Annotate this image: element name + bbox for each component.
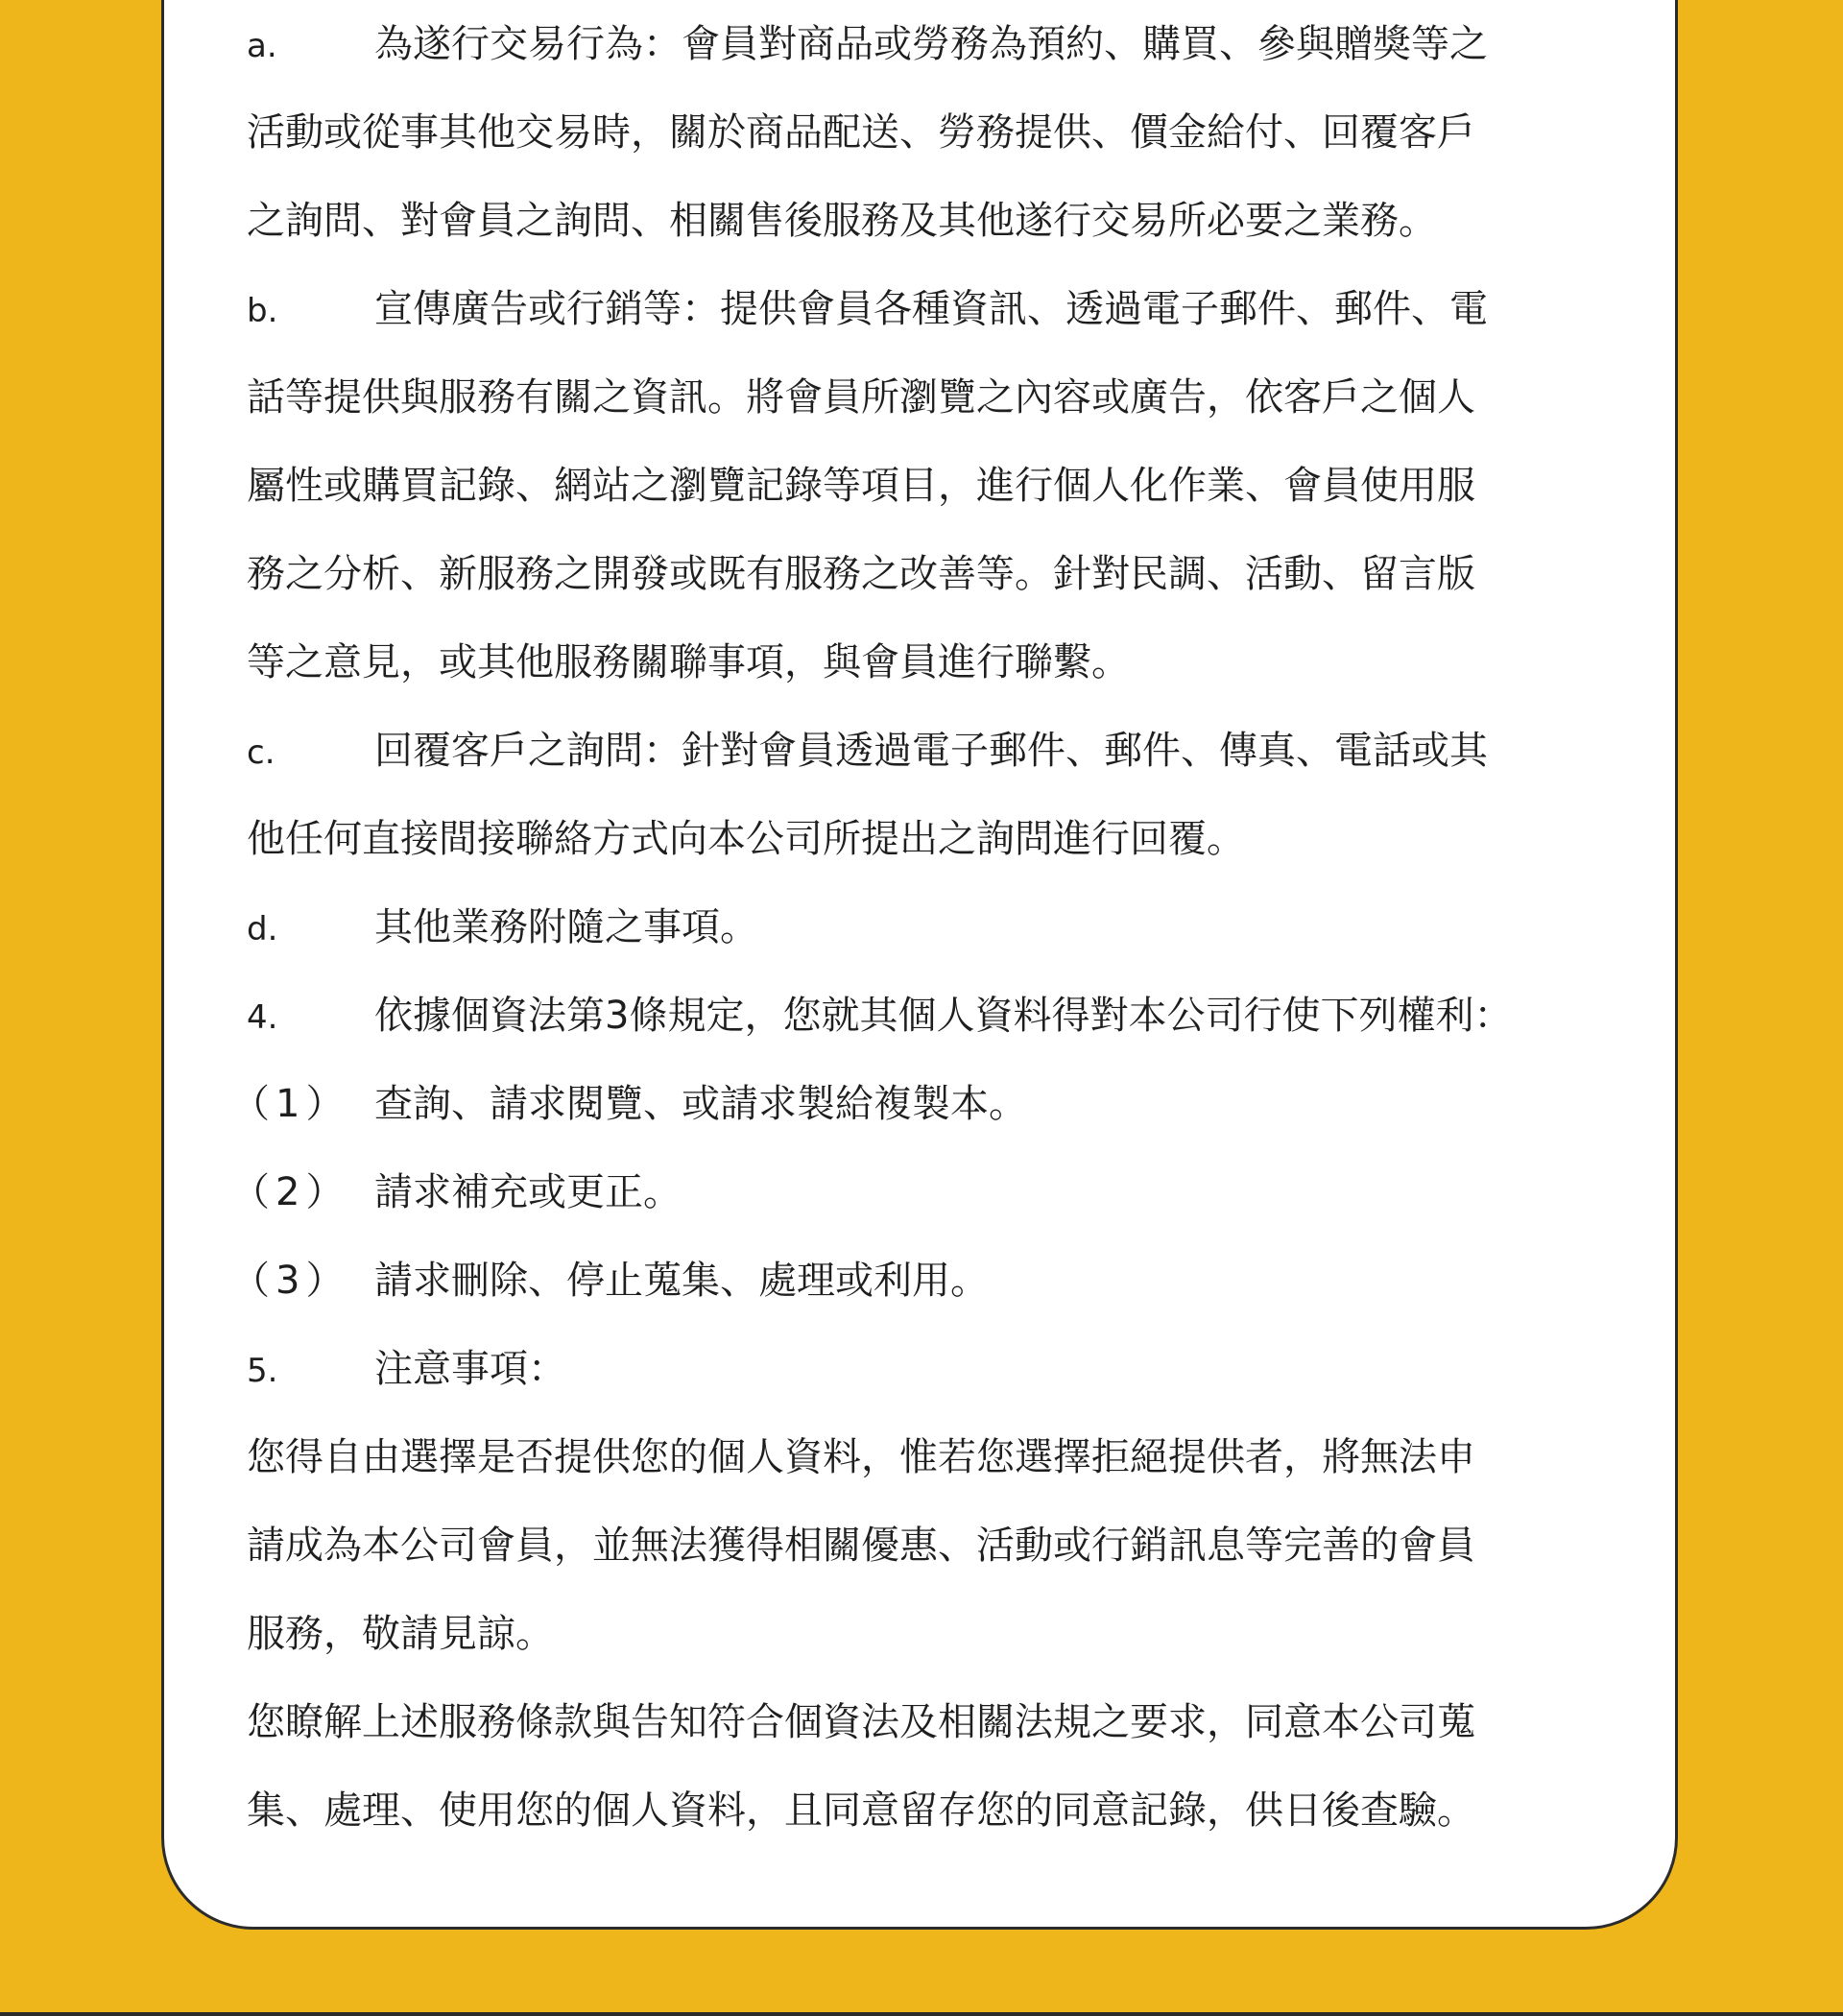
item-text: 其他業務附隨之事項。 [374, 905, 758, 949]
item-b-line-1 [247, 265, 1591, 353]
right-2-line [231, 1148, 1591, 1236]
item-marker: a. [247, 27, 277, 65]
terms-content [231, 0, 1591, 1855]
item-marker: 4. [247, 998, 278, 1037]
paragraph-2-line-1: 您瞭解上述服務條款與告知符合個資法及相關法規之要求，同意本公司蒐 [247, 1700, 1475, 1744]
item-marker: 5. [247, 1352, 278, 1390]
item-text: 為遂行交易行為：會員對商品或勞務為預約、購買、參與贈獎等之 [374, 22, 1488, 66]
item-marker: c. [247, 733, 275, 772]
bottom-divider [0, 2012, 1843, 2016]
item-a-line-1 [247, 0, 1591, 88]
item-d-line-1 [247, 883, 1591, 972]
paragraph-2-line-2: 集、處理、使用您的個人資料，且同意留存您的同意記錄，供日後查驗。 [247, 1788, 1475, 1833]
item-b-line-2: 話等提供與服務有關之資訊。將會員所瀏覽之內容或廣告，依客戶之個人 [247, 375, 1475, 420]
item-c-line-2: 他任何直接間接聯絡方式向本公司所提出之詢問進行回覆。 [247, 817, 1245, 861]
paragraph-1-line-2: 請成為本公司會員，並無法獲得相關優惠、活動或行銷訊息等完善的會員 [247, 1524, 1475, 1568]
item-b-line-4: 務之分析、新服務之開發或既有服務之改善等。針對民調、活動、留言版 [247, 552, 1475, 596]
item-text: 依據個資法第3條規定，您就其個人資料得對本公司行使下列權利： [374, 994, 1513, 1038]
item-marker: （1） [231, 1082, 350, 1126]
item-text: 請求刪除、停止蒐集、處理或利用。 [374, 1259, 989, 1303]
item-marker: （2） [231, 1170, 350, 1214]
item-5-line-1 [247, 1325, 1591, 1413]
item-marker: （3） [231, 1259, 350, 1303]
item-c-line-1 [247, 707, 1591, 795]
item-marker: d. [247, 910, 278, 948]
right-1-line [231, 1060, 1591, 1148]
item-b-line-5: 等之意見，或其他服務關聯事項，與會員進行聯繫。 [247, 640, 1130, 684]
paragraph-1-line-3: 服務，敬請見諒。 [247, 1612, 554, 1656]
paragraph-1-line-1: 您得自由選擇是否提供您的個人資料，惟若您選擇拒絕提供者，將無法申 [247, 1435, 1475, 1479]
item-a-line-3: 之詢問、對會員之詢問、相關售後服務及其他遂行交易所必要之業務。 [247, 199, 1437, 243]
item-text: 查詢、請求閱覽、或請求製給複製本。 [374, 1082, 1027, 1126]
item-text: 回覆客戶之詢問：針對會員透過電子郵件、郵件、傳真、電話或其 [374, 729, 1488, 773]
item-b-line-3: 屬性或購買記錄、網站之瀏覽記錄等項目，進行個人化作業、會員使用服 [247, 464, 1475, 508]
item-text: 請求補充或更正。 [374, 1170, 682, 1214]
item-marker: b. [247, 292, 278, 330]
item-a-line-2: 活動或從事其他交易時，關於商品配送、勞務提供、價金給付、回覆客戶 [247, 110, 1475, 155]
item-text: 宣傳廣告或行銷等：提供會員各種資訊、透過電子郵件、郵件、電 [374, 287, 1488, 331]
right-3-line [231, 1236, 1591, 1325]
item-text: 注意事項： [374, 1347, 566, 1391]
item-4-line-1 [247, 972, 1591, 1060]
